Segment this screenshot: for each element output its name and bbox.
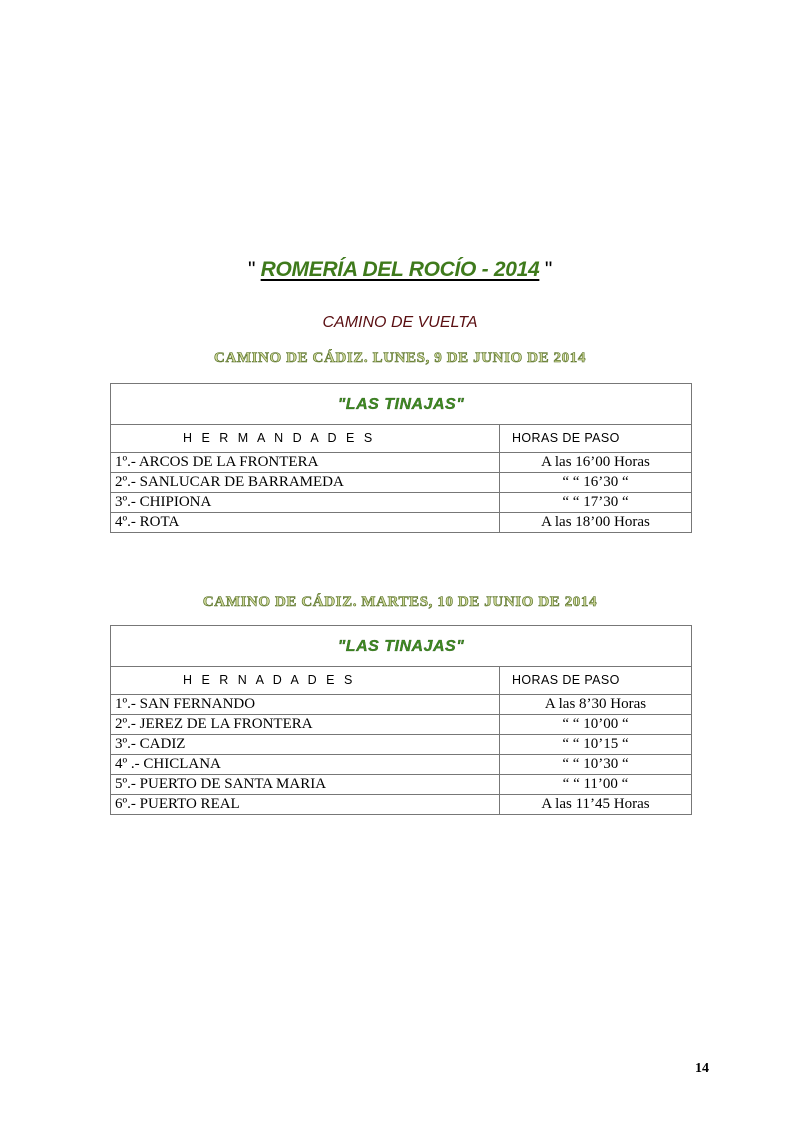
day1-heading: CAMINO DE CÁDIZ. LUNES, 9 DE JUNIO DE 2014 — [214, 350, 586, 366]
day2-header-horas: HORAS DE PASO — [500, 667, 692, 695]
row-name: 2º.- JEREZ DE LA FRONTERA — [111, 715, 500, 735]
day1-schedule-table — [110, 383, 692, 533]
document-subtitle: CAMINO DE VUELTA — [322, 314, 478, 331]
row-name: 3º.- CHIPIONA — [111, 493, 500, 513]
day1-header-horas: HORAS DE PASO — [500, 425, 692, 453]
row-name: 6º.- PUERTO REAL — [111, 795, 500, 815]
day2-header-hernadades: H E R N A D A D E S — [111, 667, 500, 695]
row-time: “ “ 17’30 “ — [500, 493, 692, 513]
row-time: A las 16’00 Horas — [500, 453, 692, 473]
document-title — [248, 258, 552, 282]
row-name: 1º.- ARCOS DE LA FRONTERA — [111, 453, 500, 473]
table-row — [111, 473, 692, 493]
day2-heading: CAMINO DE CÁDIZ. MARTES, 10 DE JUNIO DE 2014 — [202, 594, 598, 610]
day2-schedule-table — [110, 625, 692, 815]
row-time: A las 8’30 Horas — [500, 695, 692, 715]
page-number: 14 — [695, 1061, 709, 1076]
row-name: 4º .- CHICLANA — [111, 755, 500, 775]
row-time: “ “ 10’00 “ — [500, 715, 692, 735]
row-name: 3º.- CADIZ — [111, 735, 500, 755]
day1-header-hermandades: H E R M A N D A D E S — [111, 425, 500, 453]
row-time: A las 11’45 Horas — [500, 795, 692, 815]
document-title-wrap — [0, 258, 800, 282]
title-open-quote: " — [247, 258, 256, 281]
table-row — [111, 715, 692, 735]
day2-location: "LAS TINAJAS" — [111, 626, 692, 667]
row-name: 2º.- SANLUCAR DE BARRAMEDA — [111, 473, 500, 493]
row-time: A las 18’00 Horas — [500, 513, 692, 533]
table-row — [111, 695, 692, 715]
row-name: 4º.- ROTA — [111, 513, 500, 533]
row-time: “ “ 10’30 “ — [500, 755, 692, 775]
row-name: 5º.- PUERTO DE SANTA MARIA — [111, 775, 500, 795]
table-row — [111, 735, 692, 755]
table-row — [111, 795, 692, 815]
row-time: “ “ 11’00 “ — [500, 775, 692, 795]
title-text: ROMERÍA DEL ROCÍO - 2014 — [260, 258, 540, 281]
row-time: “ “ 16’30 “ — [500, 473, 692, 493]
row-time: “ “ 10’15 “ — [500, 735, 692, 755]
table-row — [111, 453, 692, 473]
day1-location: "LAS TINAJAS" — [111, 384, 692, 425]
title-close-quote: " — [544, 258, 553, 281]
table-row — [111, 513, 692, 533]
table-row — [111, 775, 692, 795]
table-row — [111, 493, 692, 513]
row-name: 1º.- SAN FERNANDO — [111, 695, 500, 715]
table-row — [111, 755, 692, 775]
